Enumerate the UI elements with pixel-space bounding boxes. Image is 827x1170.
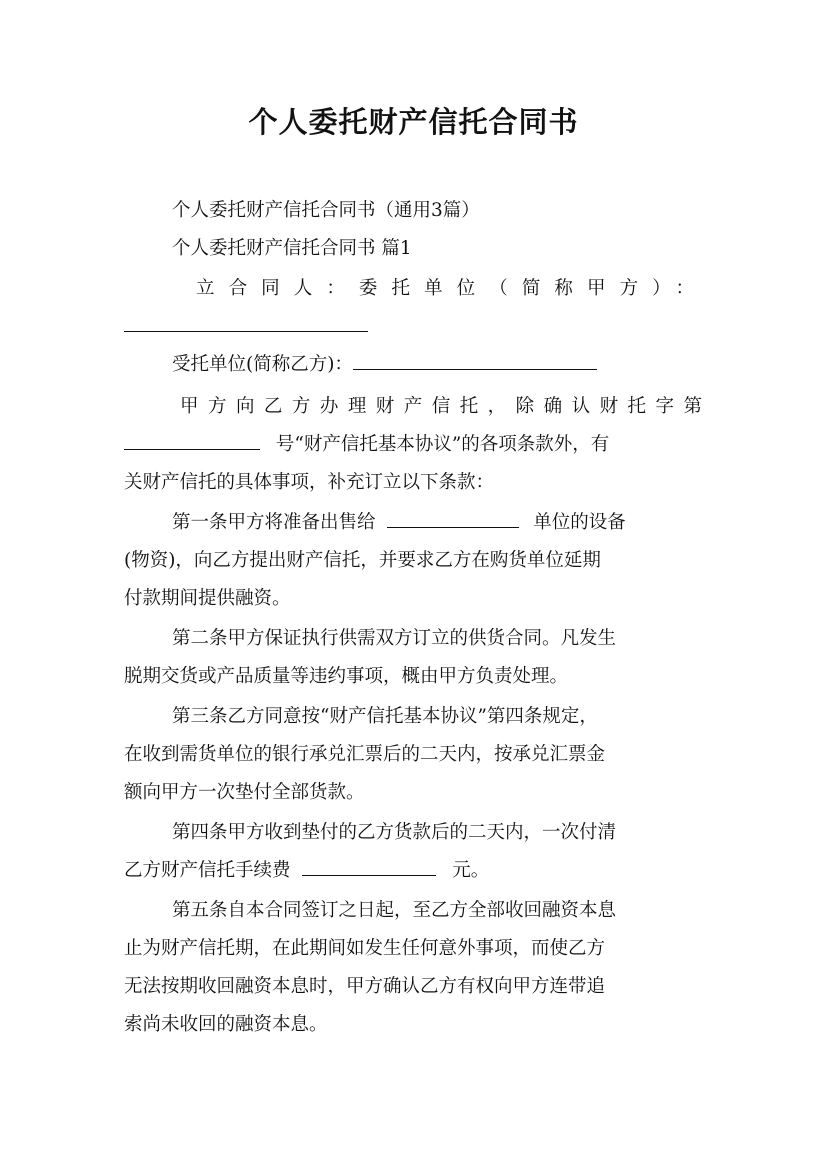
article-4-line: 第四条甲方收到垫付的乙方货款后的二天内，一次付清: [172, 822, 617, 843]
article-2-line: 脱期交货或产品质量等违约事项，概由甲方负责处理。: [124, 666, 569, 687]
subtitle-line: 个人委托财产信托合同书（通用3篇）: [172, 200, 480, 221]
article-2-line: 第二条甲方保证执行供需双方订立的供货合同。凡发生: [172, 628, 617, 649]
article-5-line: 索尚未收回的融资本息。: [124, 1014, 328, 1035]
article-4-line: [124, 852, 704, 890]
article-1-line: [172, 504, 704, 542]
party-a-blank-line: [124, 308, 704, 346]
article-3-line: 额向甲方一次垫付全部货款。: [124, 782, 365, 803]
article-3-line: 第三条乙方同意按“财产信托基本协议”第四条规定，: [172, 706, 598, 727]
article-5-line: 无法按期收回融资本息时，甲方确认乙方有权向甲方连带追: [124, 976, 606, 997]
article-4-text: 乙方财产信托手续费: [124, 860, 291, 881]
section-heading: 个人委托财产信托合同书 篇1: [172, 238, 412, 259]
paragraph-line: 甲方向乙方办理财产信托，除确认财托字第: [180, 396, 702, 417]
paragraph-text: 号“财产信托基本协议”的各项条款外，有: [275, 434, 610, 455]
party-b-line: [172, 346, 752, 384]
article-1-text-end: 单位的设备: [533, 512, 626, 533]
paragraph-line: [124, 426, 704, 464]
party-b-label: 受托单位(简称乙方)：: [172, 354, 353, 375]
article-5-line: 第五条自本合同签订之日起，至乙方全部收回融资本息: [172, 900, 617, 921]
article-5-line: 止为财产信托期，在此期间如发生任何意外事项，而使乙方: [124, 938, 606, 959]
buyer-blank[interactable]: [387, 505, 519, 528]
article-4-text-end: 元。: [452, 860, 490, 881]
fee-blank[interactable]: [302, 853, 436, 876]
parties-line: 立合同人：委托单位（简称甲方）：: [196, 278, 694, 299]
article-1-text: 第一条甲方将准备出售给: [172, 512, 376, 533]
agreement-number-blank[interactable]: [124, 427, 260, 450]
article-1-line: (物资)，向乙方提出财产信托，并要求乙方在购货单位延期: [124, 550, 601, 571]
article-3-line: 在收到需货单位的银行承兑汇票后的二天内，按承兑汇票金: [124, 744, 606, 765]
party-a-blank[interactable]: [124, 309, 368, 332]
party-b-blank[interactable]: [353, 347, 597, 370]
document-title: 个人委托财产信托合同书: [248, 105, 579, 139]
paragraph-line: 关财产信托的具体事项，补充订立以下条款：: [124, 472, 495, 493]
article-1-line: 付款期间提供融资。: [124, 588, 291, 609]
